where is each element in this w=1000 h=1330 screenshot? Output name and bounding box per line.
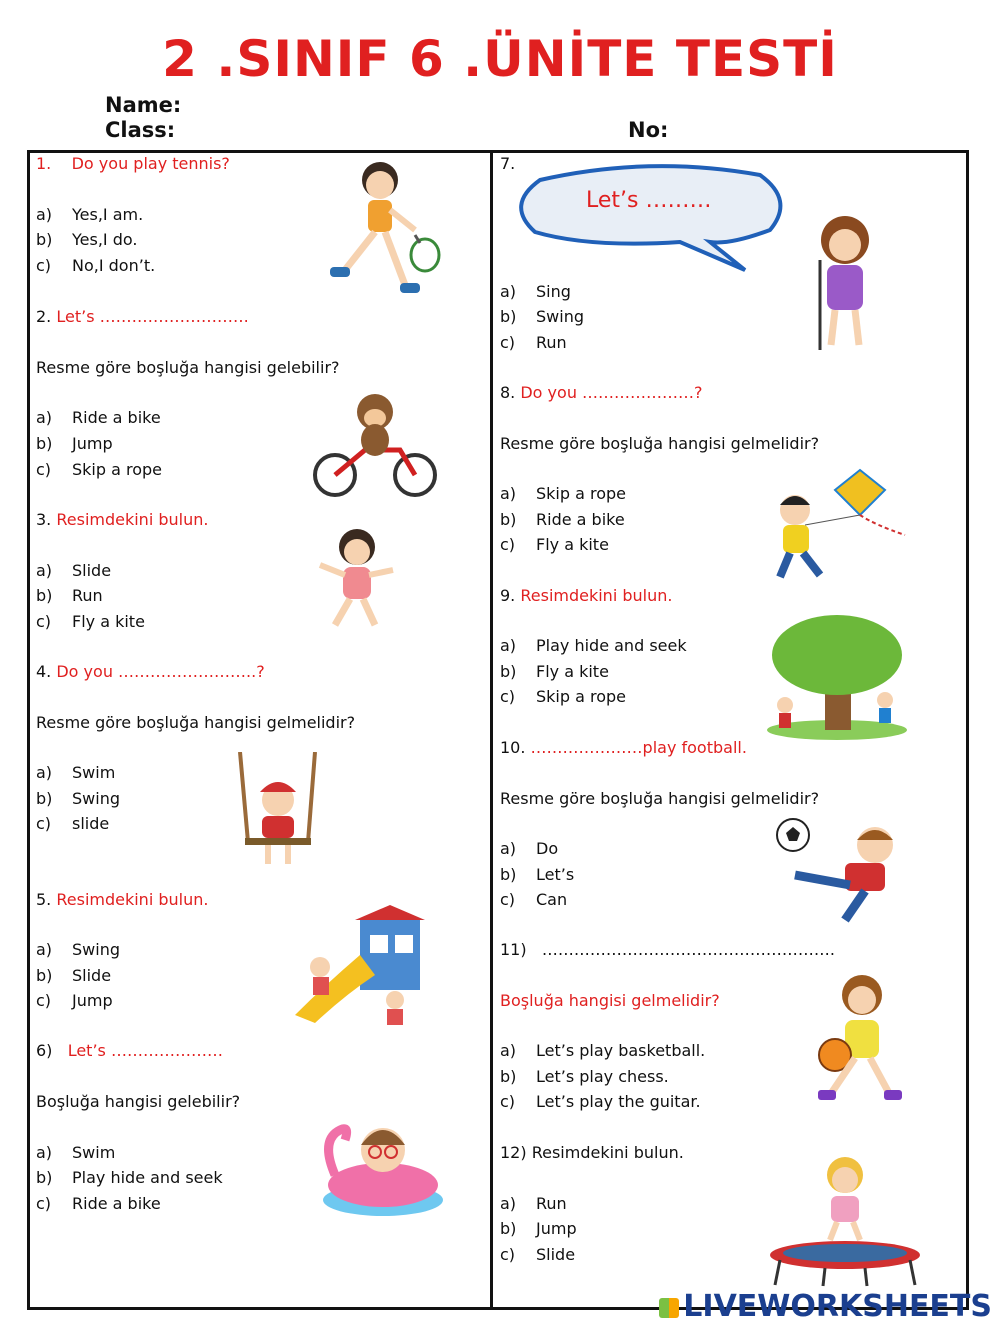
option-a[interactable]: a) Play hide and seek (500, 636, 687, 655)
question-8: 8. Do you …………………? (500, 383, 703, 402)
liveworksheets-watermark: LIVEWORKSHEETS (659, 1289, 992, 1324)
football-boy-picture (765, 815, 920, 930)
option-b[interactable]: b) Yes,I do. (36, 230, 138, 249)
option-b[interactable]: b) Let’s (500, 865, 575, 884)
option-a[interactable]: a) Swim (36, 763, 116, 782)
question-9: 9. Resimdekini bulun. (500, 586, 673, 605)
liveworksheets-logo-icon (659, 1298, 679, 1318)
question-2: 2. Let’s ………………………. (36, 307, 249, 326)
option-b[interactable]: b) Swing (500, 307, 584, 326)
tennis-girl-picture (320, 155, 445, 300)
question-6-instruction: Boşluğa hangisi gelebilir? (36, 1092, 241, 1111)
swing-girl-picture (230, 752, 325, 872)
speech-bubble (510, 160, 790, 272)
question-2-instruction: Resme göre boşluğa hangisi gelebilir? (36, 358, 340, 377)
option-a[interactable]: a) Sing (500, 282, 571, 301)
option-a[interactable]: a) Slide (36, 561, 112, 580)
option-a[interactable]: a) Let’s play basketball. (500, 1041, 706, 1060)
singing-girl-picture (785, 210, 895, 355)
option-b[interactable]: b) Jump (36, 434, 113, 453)
option-b[interactable]: b) Fly a kite (500, 662, 609, 681)
option-b[interactable]: b) Swing (36, 789, 120, 808)
question-11-instruction: Boşluğa hangisi gelmelidir? (500, 991, 720, 1010)
question-7-number: 7. (500, 154, 516, 173)
option-c[interactable]: c) slide (36, 814, 110, 833)
option-c[interactable]: c) Fly a kite (500, 535, 609, 554)
question-11: 11) ………………………………………………. (500, 940, 835, 959)
option-a[interactable]: a) Swim (36, 1143, 116, 1162)
bubble-text: Let’s ……… (586, 188, 712, 213)
option-a[interactable]: a) Yes,I am. (36, 205, 144, 224)
trampoline-girl-picture (765, 1150, 925, 1290)
option-b[interactable]: b) Let’s play chess. (500, 1067, 669, 1086)
monkey-bike-picture (305, 390, 445, 500)
question-4-instruction: Resme göre boşluğa hangisi gelmelidir? (36, 713, 356, 732)
class-label: Class: (105, 118, 176, 142)
question-6: 6) Let’s ………………… (36, 1041, 223, 1060)
question-number: 1. (36, 154, 52, 173)
question-8-instruction: Resme göre boşluğa hangisi gelmelidir? (500, 434, 820, 453)
option-c[interactable]: c) Skip a rope (500, 687, 627, 706)
option-a[interactable]: a) Do (500, 839, 559, 858)
option-c[interactable]: c) Let’s play the guitar. (500, 1092, 701, 1111)
option-b[interactable]: b) Play hide and seek (36, 1168, 223, 1187)
running-girl-picture (305, 525, 405, 635)
question-10: 10. …………………play football. (500, 738, 747, 757)
question-12: 12) Resimdekini bulun. (500, 1143, 684, 1162)
option-c[interactable]: c) Jump (36, 991, 113, 1010)
option-c[interactable]: c) Run (500, 333, 567, 352)
option-b[interactable]: b) Ride a bike (500, 510, 625, 529)
option-b[interactable]: b) Jump (500, 1219, 577, 1238)
no-label: No: (628, 118, 669, 142)
question-5: 5. Resimdekini bulun. (36, 890, 209, 909)
slide-playground-picture (285, 905, 430, 1030)
option-a[interactable]: a) Swing (36, 940, 120, 959)
question-10-instruction: Resme göre boşluğa hangisi gelmelidir? (500, 789, 820, 808)
question-1 (36, 154, 230, 173)
hide-and-seek-picture (765, 610, 910, 740)
question-3: 3. Resimdekini bulun. (36, 510, 209, 529)
column-divider (490, 150, 493, 1310)
option-c[interactable]: c) Ride a bike (36, 1194, 161, 1213)
basketball-girl-picture (800, 970, 920, 1115)
option-c[interactable]: c) Fly a kite (36, 612, 145, 631)
option-c[interactable]: c) No,I don’t. (36, 256, 156, 275)
option-c[interactable]: c) Can (500, 890, 568, 909)
option-a[interactable]: a) Skip a rope (500, 484, 627, 503)
name-label: Name: (105, 93, 182, 117)
option-a[interactable]: a) Run (500, 1194, 567, 1213)
option-b[interactable]: b) Run (36, 586, 103, 605)
question-4: 4. Do you ……………………..? (36, 662, 265, 681)
worksheet-title: 2 .SINIF 6 .ÜNİTE TESTİ (162, 30, 838, 88)
option-c[interactable]: c) Skip a rope (36, 460, 163, 479)
kite-boy-picture (765, 465, 915, 585)
question-text: Do you play tennis? (71, 154, 230, 173)
option-c[interactable]: c) Slide (500, 1245, 576, 1264)
option-a[interactable]: a) Ride a bike (36, 408, 161, 427)
flamingo-float-picture (315, 1110, 450, 1220)
option-b[interactable]: b) Slide (36, 966, 112, 985)
